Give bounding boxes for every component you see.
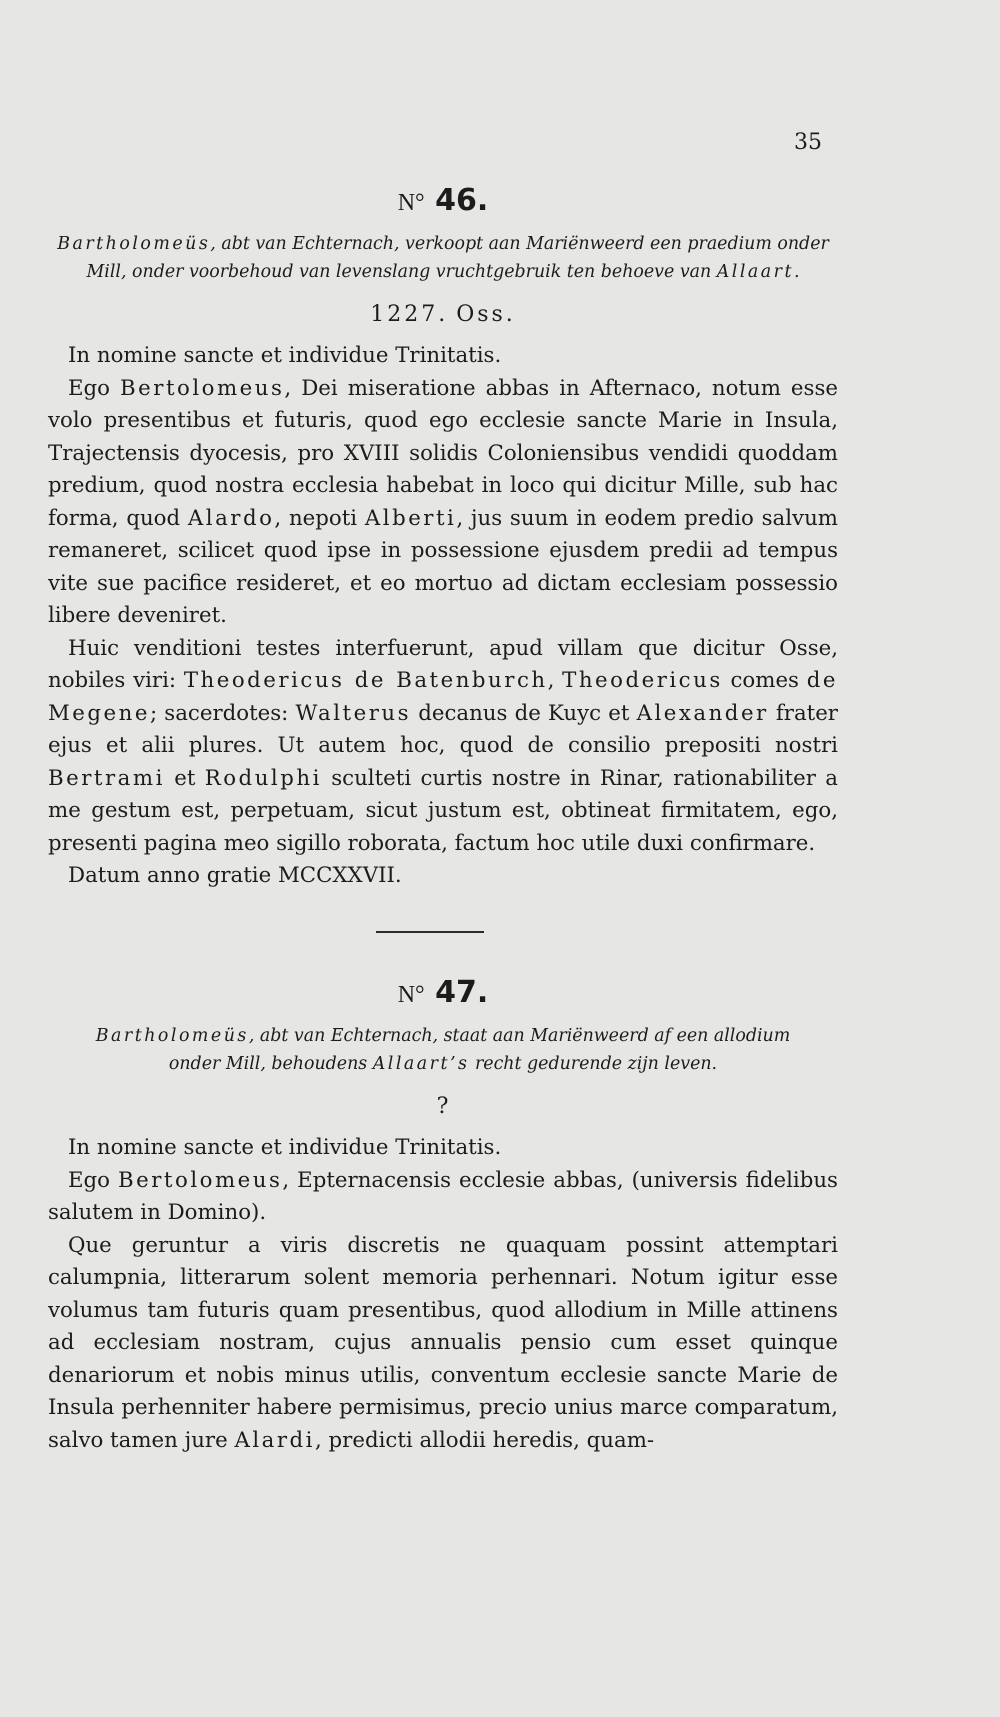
text-run: frater ejus et alii plures. Ut autem hoc, quod de consilio prepositi nostri — [48, 700, 838, 758]
regest-text-line2: Mill, onder voorbehoud van levenslang vruchtgebruik ten behoeve van — [86, 262, 717, 282]
date-place: Oss. — [456, 302, 516, 327]
paragraph — [48, 1132, 838, 1165]
regest-text-line1: , abt van Echternach, verkoopt aan Mariënweerd een praedium onder — [210, 234, 829, 254]
person-name: Bertolomeus — [120, 375, 285, 401]
text-run: , jus suum in eodem predio salvum remaneret, scilicet quod ipse in possessione ejusdem predii ad tempus vite sue pacifice resideret, et eo mortuo ad dictam ecclesiam possessio libere deveniret. — [48, 505, 838, 628]
charter-46 — [48, 183, 838, 893]
text-run: Datum anno gratie MCCXXVII. — [68, 863, 402, 888]
date-line — [48, 300, 838, 330]
text-run: , predicti allodii heredis, quam- — [315, 1427, 655, 1453]
person-name: Rodulphi — [204, 765, 322, 791]
person-name: Theodericus de Batenburch — [183, 668, 548, 693]
text-run: decanus de Kuyc et — [411, 700, 637, 726]
person-name: Walterus — [295, 700, 412, 726]
text-run: Ego — [68, 1167, 118, 1193]
date-year: 1227. — [370, 302, 449, 327]
regest — [48, 230, 838, 286]
text-run: ; sacerdotes: — [149, 700, 296, 726]
paragraph — [48, 373, 838, 633]
regest-name: Bartholomeüs — [95, 1026, 249, 1046]
text-run: Huic venditioni testes interfuerunt, apud villam que dicitur Osse, nobiles viri: — [48, 635, 838, 693]
paragraph — [48, 1230, 838, 1458]
regest-name: Bartholomeüs — [57, 234, 211, 254]
regest-text-end: . — [793, 262, 800, 282]
regest-text-end: recht gedurende zijn leven. — [469, 1054, 718, 1074]
date-unknown-mark: ? — [436, 1094, 450, 1119]
text-run: Que geruntur a viris discretis ne quaquam possint attemptari calumpnia, litterarum solent memoria perhennari. Notum igitur esse volumus tam futuris quam presentibus, quod allodium in Mille attinens ad ecclesiam nostram, cujus annualis pensio cum esset quinque denariorum et nobis minus utilis, conventum ecclesie sancte Marie de Insula perhenniter habere permisimus, precio unius marce comparatum, salvo tamen jure — [48, 1232, 838, 1453]
text-run: In nomine sancte et individue Trinitatis. — [68, 1135, 502, 1160]
person-name: de Megene — [48, 668, 838, 726]
text-run: comes — [722, 668, 807, 693]
person-name: Bertolomeus — [118, 1167, 283, 1193]
date-line — [48, 1092, 838, 1122]
charter-number: 47. — [435, 975, 489, 1010]
person-name: Alexander — [636, 700, 769, 726]
person-name: Bertrami — [48, 765, 165, 791]
person-name: Alberti — [364, 505, 457, 531]
charter-text — [48, 1132, 838, 1457]
charter-number-heading — [48, 975, 838, 1010]
charter-number: 46. — [435, 183, 489, 218]
paragraph — [48, 1165, 838, 1230]
text-run: sculteti curtis nostre in Rinar, rationabiliter a me gestum est, perpetuam, sicut justum est, obtineat firmitatem, ego, presenti pagina meo sigillo roborata, factum hoc utile duxi confirmare. — [48, 765, 838, 856]
regest-name-2: Allaart — [716, 262, 794, 282]
page-number: 35 — [794, 130, 822, 155]
text-run: In nomine sancte et individue Trinitatis. — [68, 343, 502, 368]
charter-text — [48, 340, 838, 893]
text-run: , nepoti — [274, 505, 365, 531]
text-run: , Epternacensis ecclesie abbas, (universis fidelibus salutem in Domino). — [48, 1167, 838, 1225]
charter-number-heading — [48, 183, 838, 218]
paragraph — [48, 340, 838, 373]
section-divider — [376, 931, 484, 933]
number-sign: N° — [397, 190, 425, 216]
regest-text-line1: , abt van Echternach, staat aan Mariënweerd af een allodium — [248, 1026, 791, 1046]
number-sign: N° — [397, 982, 425, 1008]
regest — [48, 1022, 838, 1078]
text-run: , Dei miseratione abbas in Afternaco, notum esse volo presentibus et futuris, quod ego ecclesie sancte Marie in Insula, Trajectensis dyocesis, pro XVIII solidis Coloniensibus vendidi quoddam predium, quod nostra ecclesia habebat in loco qui dicitur Mille, sub hac forma, quod — [48, 375, 838, 531]
person-name: Theodericus — [562, 668, 723, 693]
person-name: Alardo — [187, 505, 275, 531]
charter-47 — [48, 975, 838, 1457]
person-name: Alardi — [234, 1427, 315, 1453]
regest-name-2: Allaart’s — [372, 1054, 470, 1074]
text-run: , — [547, 668, 563, 693]
text-run: et — [164, 765, 205, 791]
paragraph — [48, 633, 838, 861]
text-run: Ego — [68, 375, 121, 401]
paragraph — [48, 860, 838, 893]
regest-text-line2: onder Mill, behoudens — [168, 1054, 373, 1074]
